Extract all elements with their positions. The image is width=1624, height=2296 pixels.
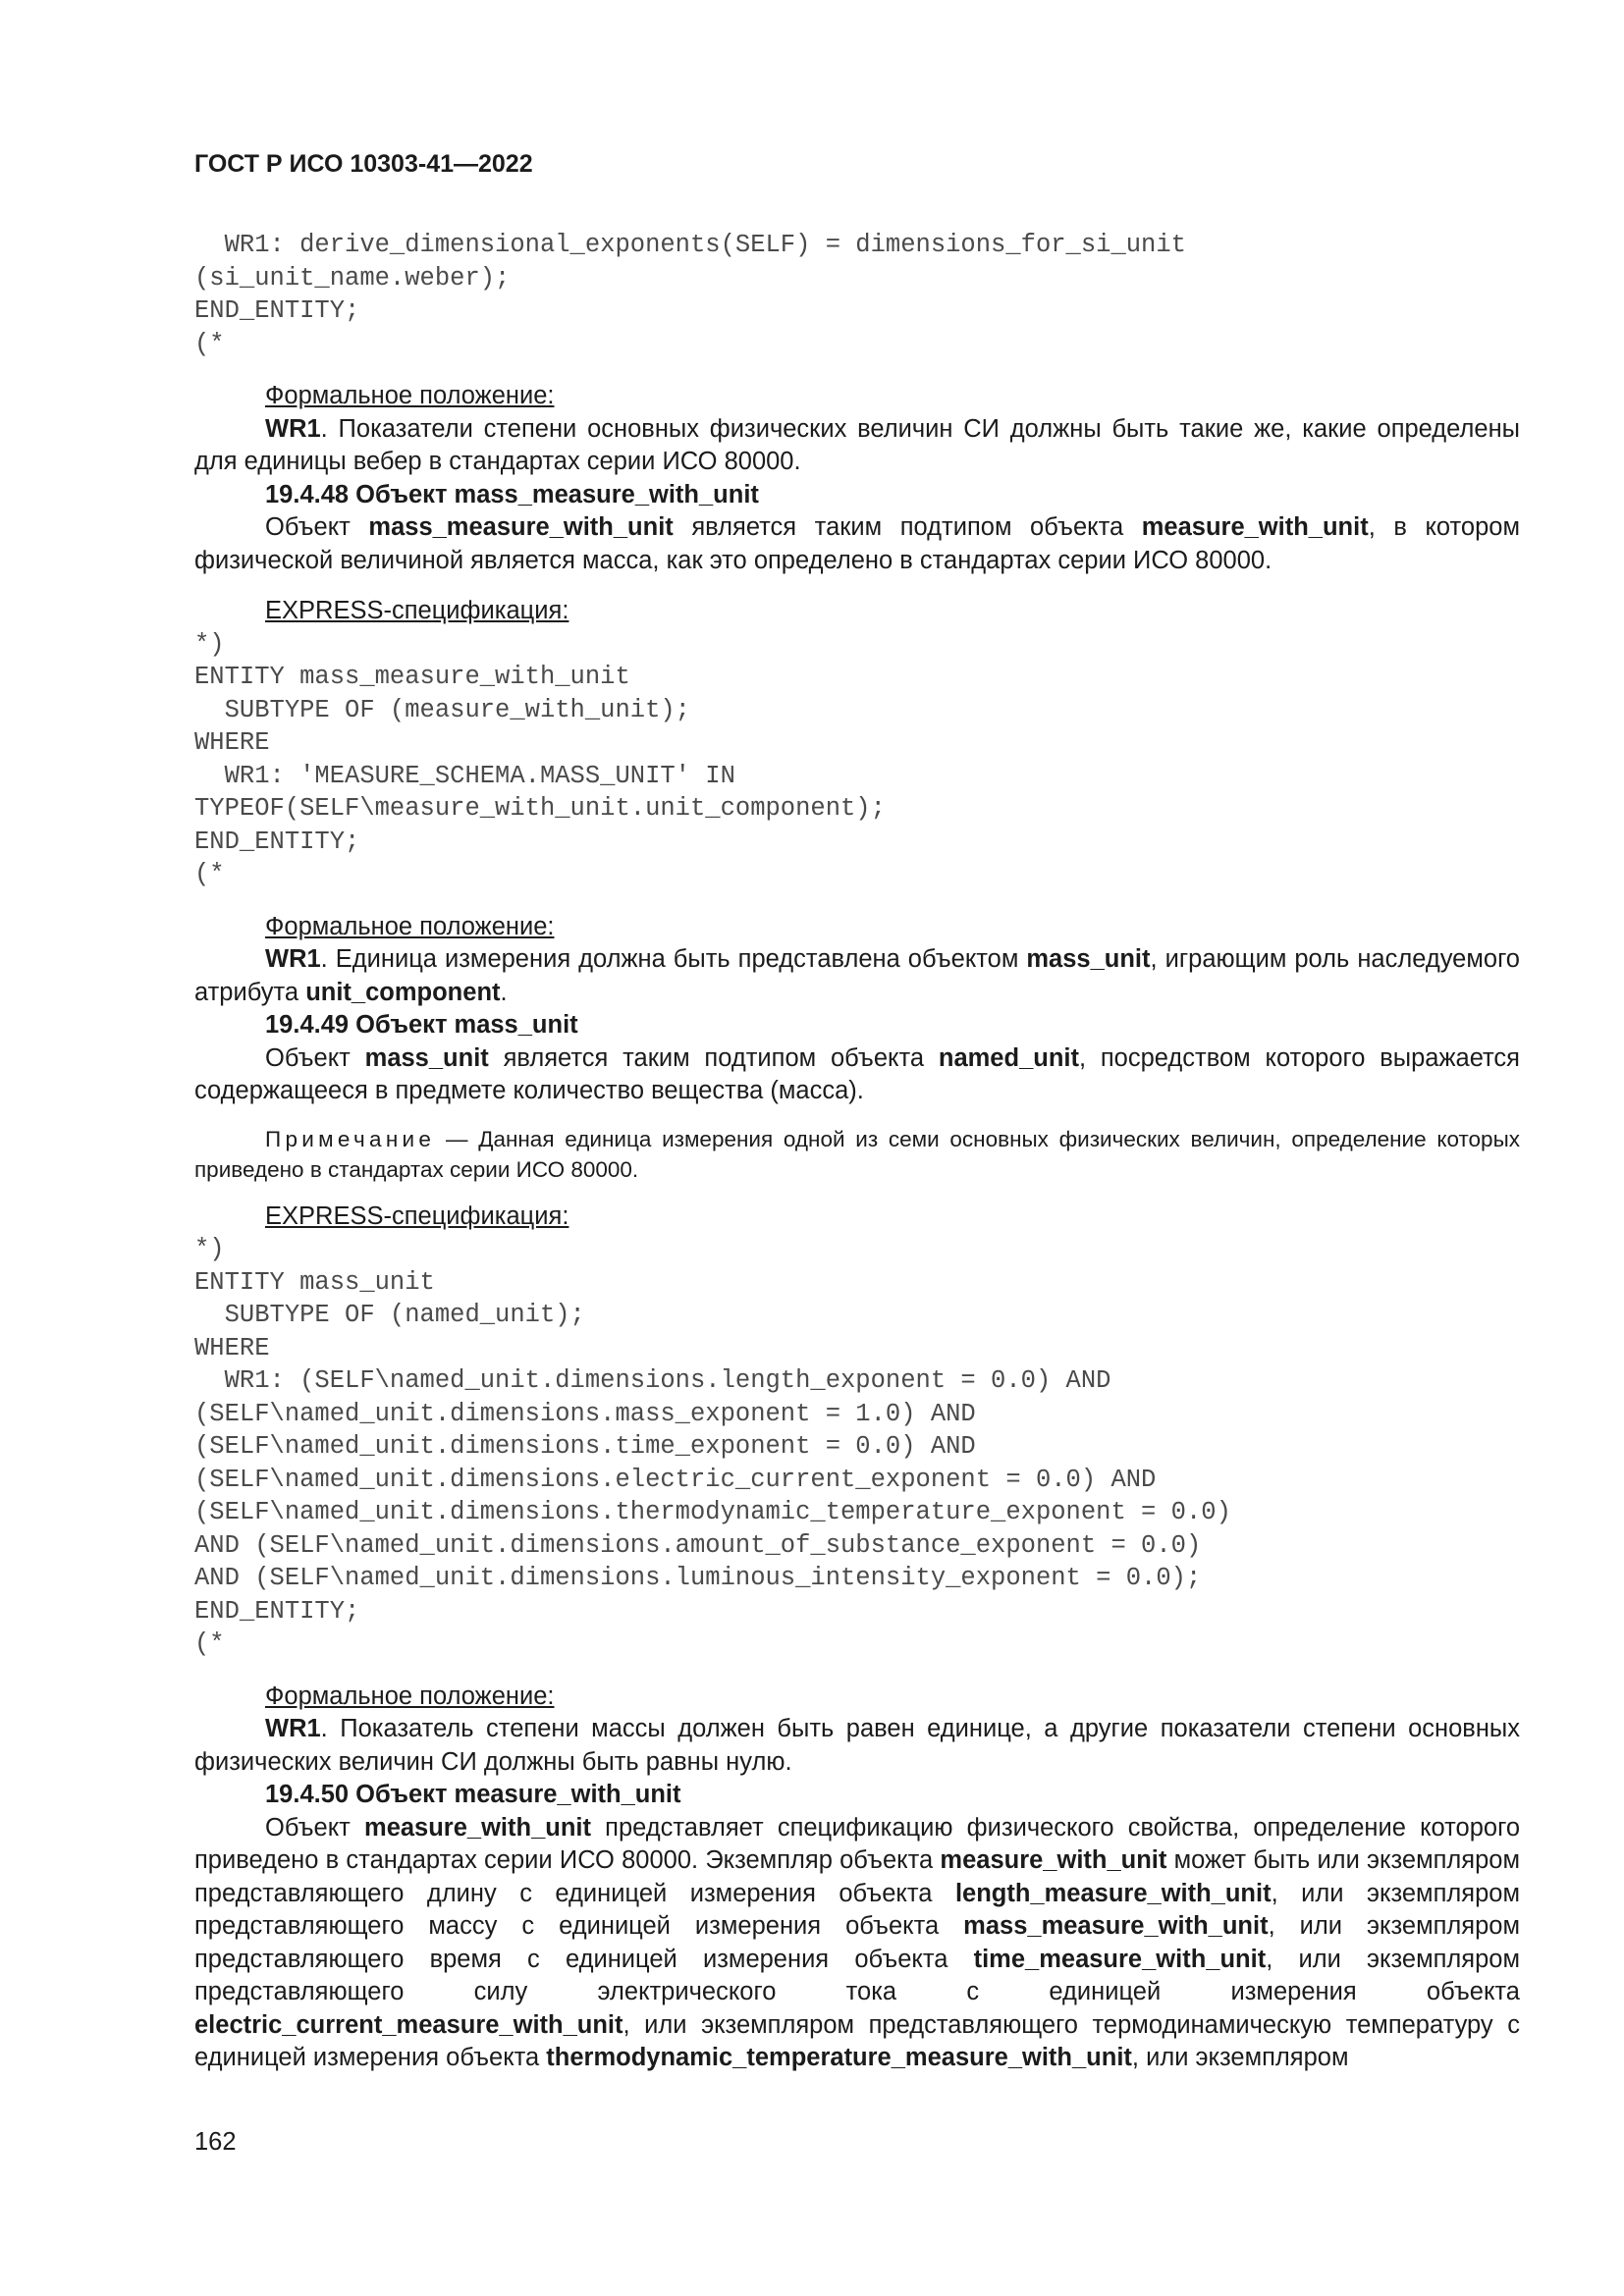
text-run: . [500, 978, 508, 1006]
section-text-19-4-48 [194, 511, 1520, 577]
text-run: , или экземпляром представляющего время с единицей измерения объекта [194, 1912, 1520, 1973]
code-line: END_ENTITY; [194, 296, 360, 325]
document-header: ГОСТ Р ИСО 10303-41—2022 [194, 150, 533, 178]
text-run: является таким подтипом объекта [488, 1043, 939, 1072]
note-text: — Данная единица измерения одной из семи основных физических величин, определение которых приведено в стандартах серии ИСО 80000. [194, 1126, 1520, 1182]
entity-name: unit_component [305, 978, 501, 1006]
section-text-19-4-50 [194, 1812, 1520, 2075]
entity-name: named_unit [938, 1043, 1079, 1072]
entity-name: measure_with_unit [1141, 513, 1369, 541]
page-content [194, 229, 1520, 2075]
code-line: (SELF\named_unit.dimensions.time_exponent = 0.0) AND [194, 1432, 976, 1461]
entity-name: measure_with_unit [364, 1813, 591, 1842]
note-label: Примечание [265, 1126, 436, 1151]
text-run: является таким подтипом объекта [673, 513, 1142, 541]
code-line: AND (SELF\named_unit.dimensions.amount_of_substance_exponent = 0.0) [194, 1530, 1202, 1560]
code-line: (SELF\named_unit.dimensions.electric_current_exponent = 0.0) AND [194, 1465, 1157, 1494]
section-heading-19-4-50: 19.4.50 Объект measure_with_unit [265, 1781, 681, 1808]
code-line: *) [194, 1235, 225, 1263]
formal-text-mass-unit [194, 1713, 1520, 1779]
code-block-mass-measure-with-unit [194, 628, 1520, 891]
code-block-weber-end [194, 229, 1520, 360]
code-line: (* [194, 1629, 225, 1658]
entity-name: mass_measure_with_unit [963, 1912, 1269, 1940]
code-line: AND (SELF\named_unit.dimensions.luminous_intensity_exponent = 0.0); [194, 1564, 1202, 1592]
code-line: *) [194, 629, 225, 659]
text-run: Объект [265, 513, 369, 541]
formal-label: Формальное положение: [265, 382, 555, 409]
section-text-19-4-49 [194, 1042, 1520, 1108]
text-run: . Единица измерения должна быть представлена объектом [320, 945, 1027, 973]
formal-label: Формальное положение: [265, 1682, 555, 1710]
text-run: , или экземпляром представляющего массу с единицей измерения объекта [194, 1879, 1520, 1940]
rule-id: WR1 [265, 945, 321, 973]
code-line: WR1: 'MEASURE_SCHEMA.MASS_UNIT' IN [194, 761, 735, 790]
text-run: может быть или экземпляром представляющего длину с единицей измерения объекта [194, 1846, 1520, 1907]
entity-name: mass_measure_with_unit [368, 513, 674, 541]
express-label: EXPRESS-спецификация: [265, 597, 569, 624]
entity-name: electric_current_measure_with_unit [194, 2010, 623, 2039]
section-heading-19-4-49: 19.4.49 Объект mass_unit [265, 1011, 578, 1039]
text-run: , посредством которого выражается содержащееся в предмете количество вещества (масса). [194, 1043, 1520, 1104]
code-line: TYPEOF(SELF\measure_with_unit.unit_component); [194, 794, 886, 823]
express-label: EXPRESS-спецификация: [265, 1201, 569, 1230]
page-number: 162 [194, 2128, 237, 2156]
entity-name: time_measure_with_unit [973, 1945, 1267, 1973]
text-run: представляет спецификацию физического свойства, определение которого приведено в стандартах серии ИСО 80000. Экземпляр объекта [194, 1813, 1521, 1874]
text-run: Объект [265, 1813, 365, 1842]
rule-id: WR1 [265, 1715, 321, 1742]
code-line: ENTITY mass_unit [194, 1267, 435, 1297]
entity-name: length_measure_with_unit [954, 1879, 1272, 1907]
formal-label: Формальное положение: [265, 912, 555, 940]
code-line: WR1: (SELF\named_unit.dimensions.length_exponent = 0.0) AND [194, 1366, 1111, 1395]
code-line: (si_unit_name.weber); [194, 263, 511, 293]
formal-body: . Показатель степени массы должен быть равен единице, а другие показатели степени основных физических величин СИ должны быть равны нулю. [194, 1715, 1520, 1776]
code-block-mass-unit [194, 1233, 1520, 1661]
code-line: SUBTYPE OF (measure_with_unit); [194, 695, 690, 724]
entity-name: measure_with_unit [940, 1846, 1167, 1874]
formal-body: . Показатели степени основных физических величин СИ должны быть такие же, какие определены для единицы вебер в стандартах серии ИСО 80000. [194, 414, 1520, 475]
code-line: (SELF\named_unit.dimensions.mass_exponent = 1.0) AND [194, 1399, 976, 1428]
text-run: , или экземпляром представляющего силу электрического тока с единицей измерения объекта [194, 1945, 1521, 2005]
text-run: , или экземпляром представляющего термодинамическую температуру с единицей измерения объекта [194, 2010, 1520, 2071]
code-line: WHERE [194, 1333, 270, 1362]
code-line: SUBTYPE OF (named_unit); [194, 1301, 585, 1329]
text-run: , или экземпляром [1131, 2044, 1349, 2071]
code-line: (SELF\named_unit.dimensions.thermodynamic_temperature_exponent = 0.0) [194, 1498, 1231, 1526]
code-line: WHERE [194, 728, 270, 757]
code-line: WR1: derive_dimensional_exponents(SELF) = dimensions_for_si_unit [194, 231, 1186, 259]
rule-id: WR1 [265, 414, 321, 443]
code-line: ENTITY mass_measure_with_unit [194, 663, 630, 691]
section-heading-19-4-48: 19.4.48 Объект mass_measure_with_unit [265, 480, 759, 508]
code-line: (* [194, 329, 225, 358]
code-line: END_ENTITY; [194, 827, 360, 856]
text-run: , в котором физической величиной является масса, как это определено в стандартах серии ИСО 80000. [194, 513, 1520, 574]
code-line: (* [194, 860, 225, 888]
entity-name: thermodynamic_temperature_measure_with_unit [546, 2044, 1132, 2071]
entity-name: mass_unit [364, 1043, 489, 1072]
code-line: END_ENTITY; [194, 1596, 360, 1626]
text-run: Объект [265, 1043, 365, 1072]
formal-text-mass-measure [194, 943, 1520, 1009]
note [194, 1124, 1520, 1185]
text-run: , играющим роль наследуемого атрибута [194, 945, 1520, 1006]
formal-text-weber [194, 413, 1520, 479]
entity-name: mass_unit [1026, 945, 1151, 973]
